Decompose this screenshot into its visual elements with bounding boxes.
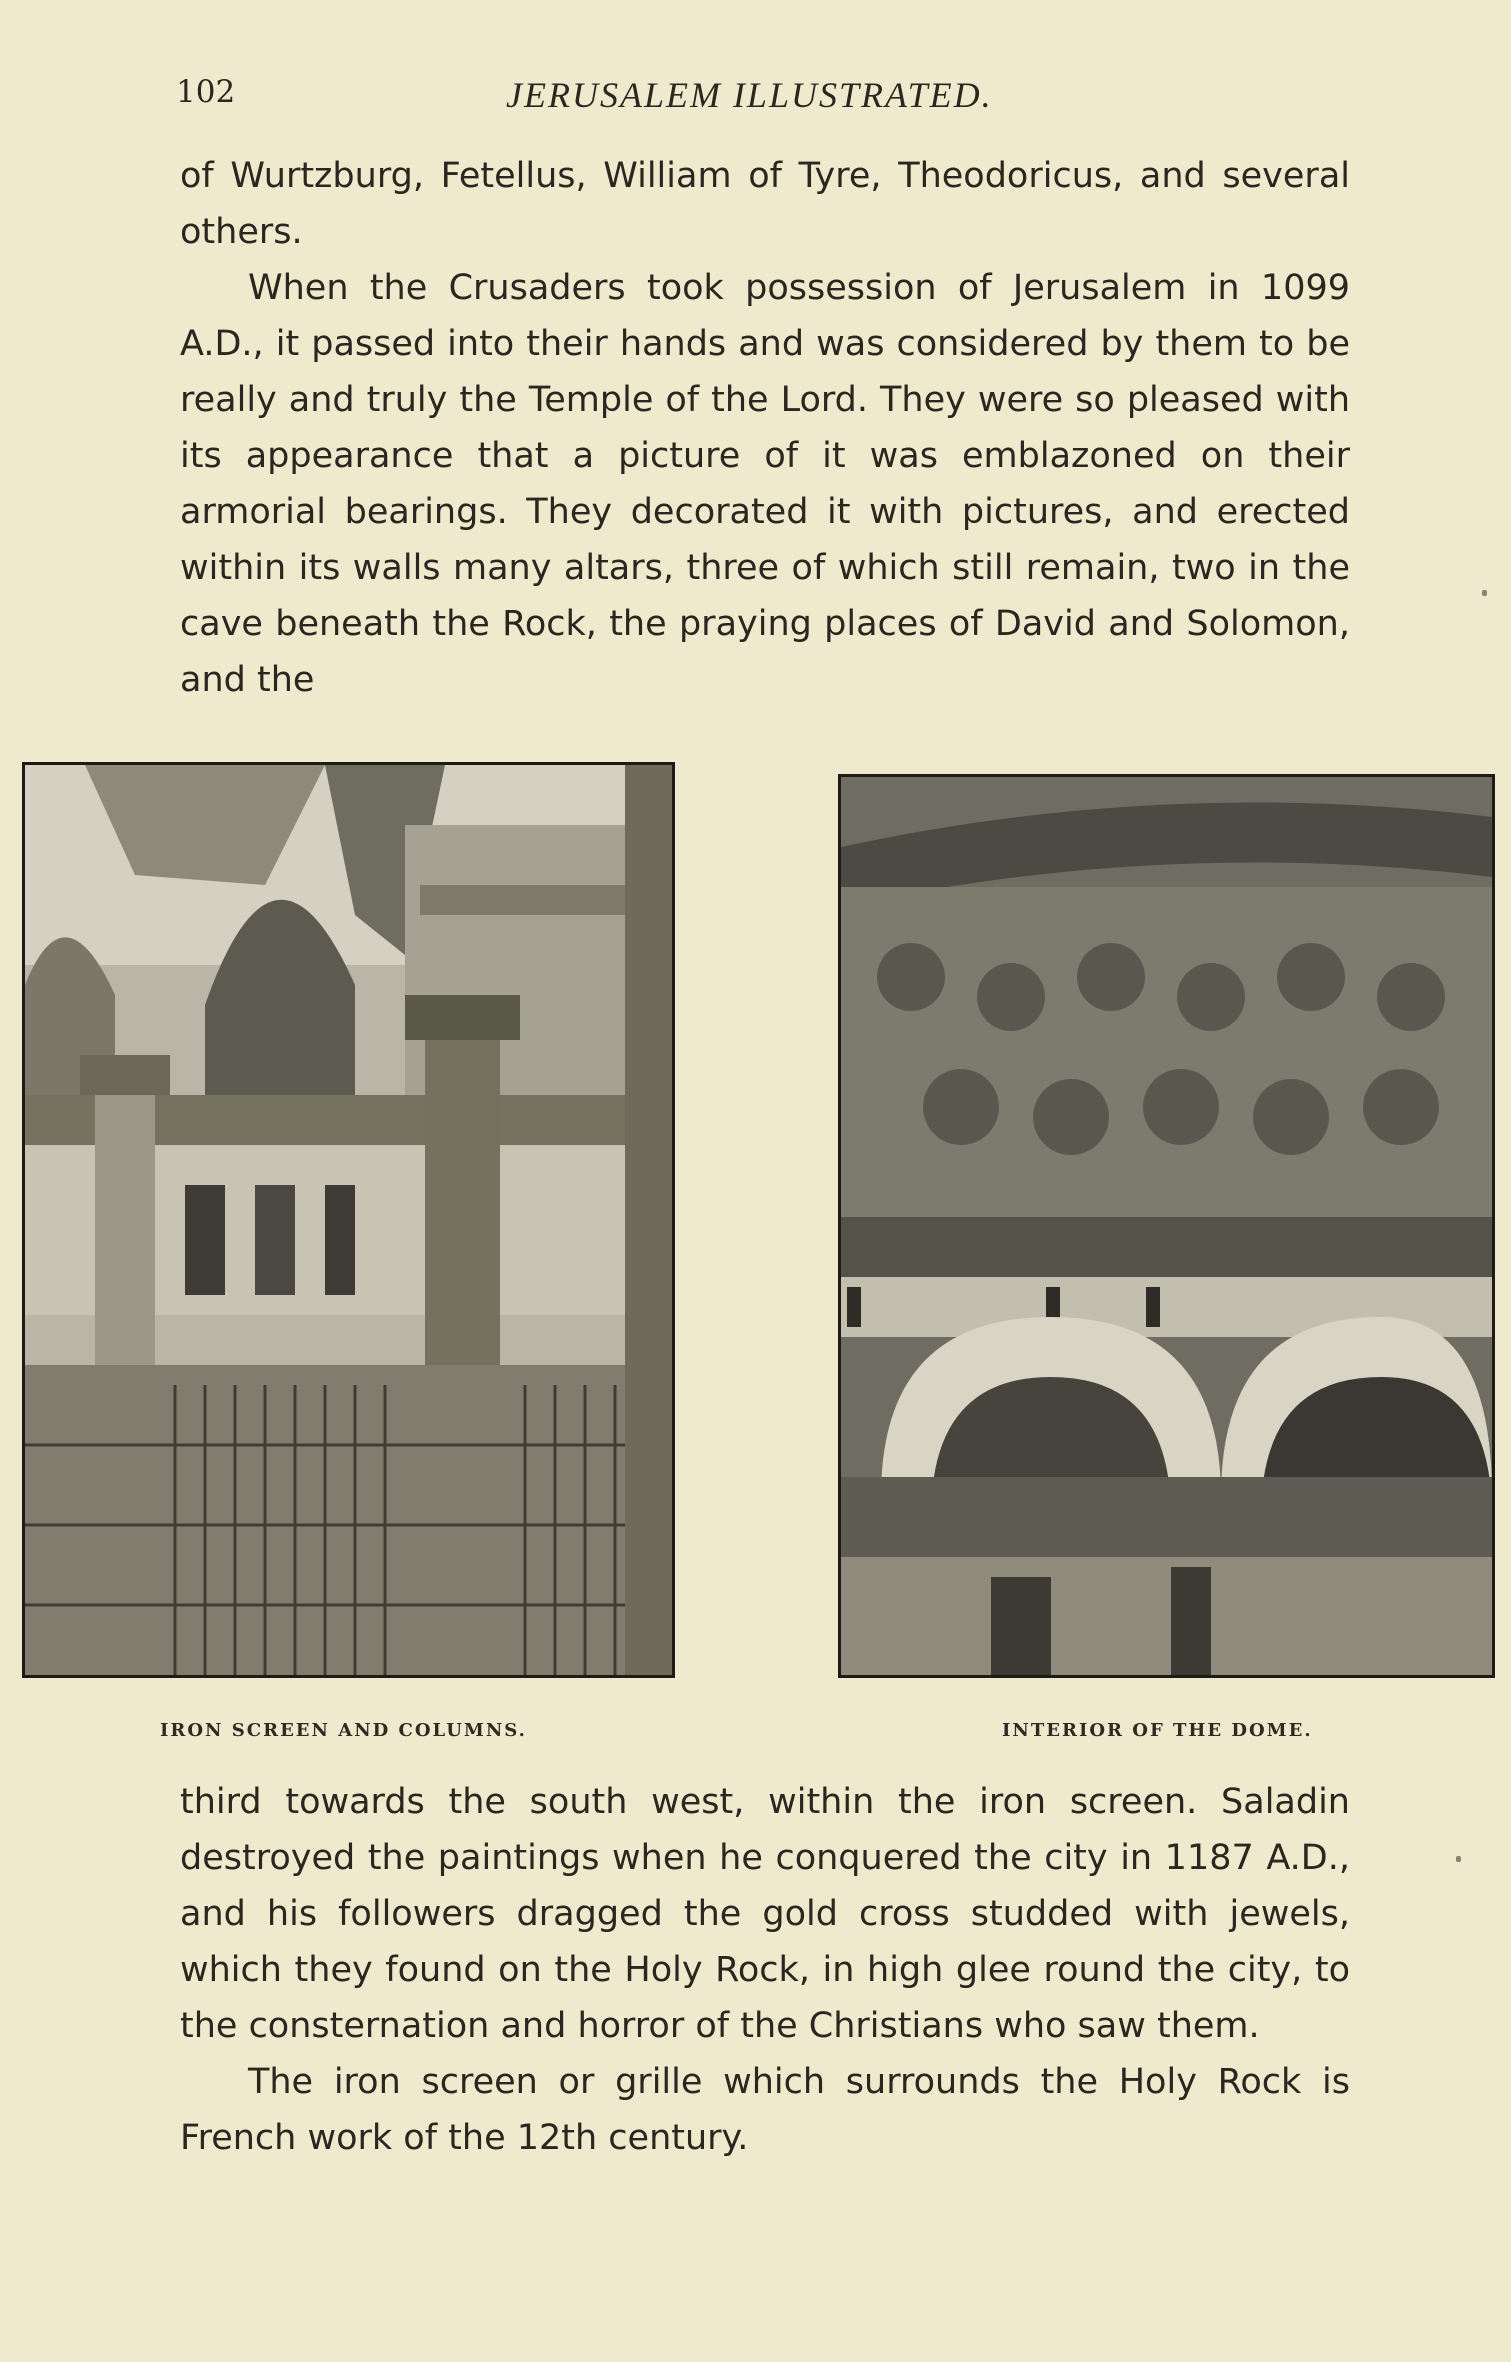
margin-speck	[1456, 1856, 1461, 1862]
illustration-iron-screen	[22, 762, 675, 1678]
book-title: JERUSALEM ILLUSTRATED.	[506, 75, 993, 115]
paragraph-iron-screen: The iron screen or grille which surrounds the Holy Rock is French work of the 12th century.	[180, 2062, 1350, 2158]
iron-screen-photo	[25, 765, 672, 1675]
margin-speck	[1482, 590, 1487, 596]
body-text-bottom	[180, 1774, 1350, 2166]
page-number: 102	[176, 74, 236, 110]
paragraph-saladin: third towards the south west, within the iron screen. Saladin destroyed the paintings when he conquered the city in 1187 A.D., and his followers dragged the gold cross studded with jewels, which they found on the Holy Rock, in high glee round the city, to the consternation and horror of the Christians who saw them.	[180, 1782, 1350, 2046]
body-text-top	[180, 148, 1350, 708]
dome-interior-photo	[841, 777, 1492, 1675]
paragraph-continuation: of Wurtzburg, Fetellus, William of Tyre, Theodoricus, and several others.	[180, 156, 1350, 252]
caption-iron-screen: IRON SCREEN AND COLUMNS.	[160, 1720, 527, 1741]
running-head	[176, 74, 1026, 114]
paragraph-crusaders: When the Crusaders took possession of Jerusalem in 1099 A.D., it passed into their hands and was considered by them to be really and truly the Temple of the Lord. They were so pleased with its appearance that a picture of it was emblazoned on their armorial bearings. They decorated it with pictures, and erected within its walls many altars, three of which still remain, two in the cave beneath the Rock, the praying places of David and Solomon, and the	[180, 268, 1350, 700]
illustration-dome-interior	[838, 774, 1495, 1678]
caption-dome-interior: INTERIOR OF THE DOME.	[1002, 1720, 1313, 1741]
